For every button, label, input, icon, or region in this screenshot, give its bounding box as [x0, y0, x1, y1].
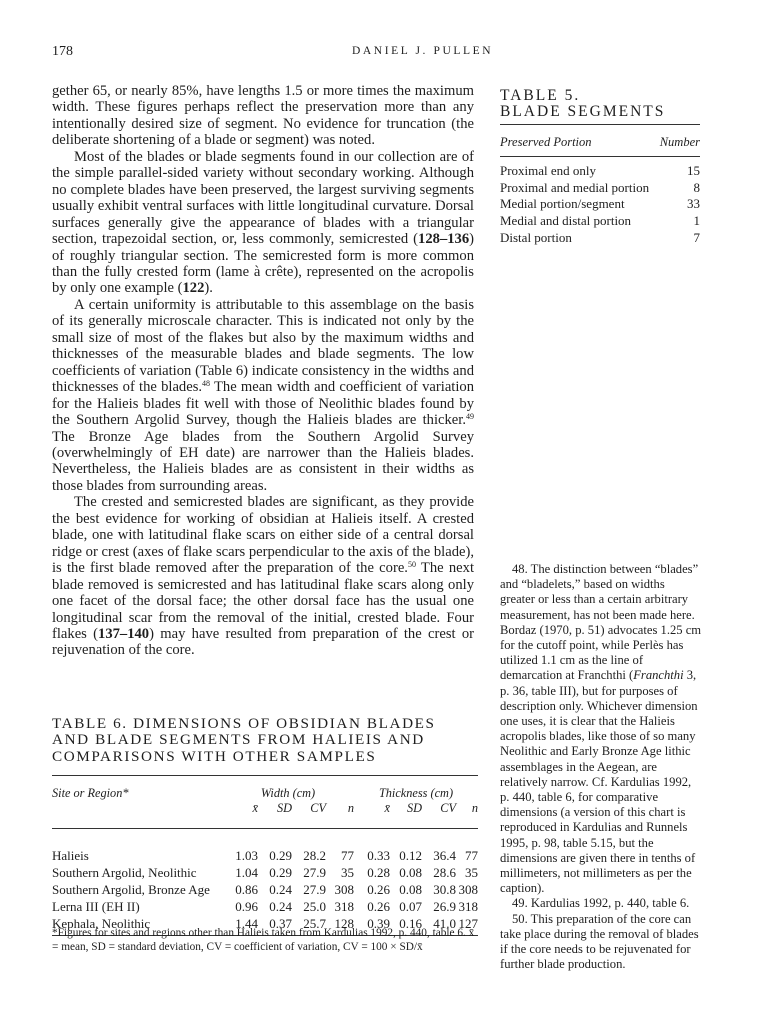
table-6-subheader: SD: [390, 801, 422, 829]
footnote-ref-48: 48: [202, 379, 211, 389]
text-run: ).: [204, 280, 213, 297]
table-6-header-site: Site or Region*: [52, 776, 222, 802]
table-6-subheader: n: [456, 801, 478, 829]
table-6-subheader: x̄: [354, 801, 390, 829]
cell: 8: [693, 179, 700, 195]
table-5-header-number: Number: [657, 125, 700, 157]
table-5: [500, 124, 700, 246]
cell: 1: [693, 213, 700, 229]
cell: Medial and distal portion: [500, 213, 632, 229]
catalog-ref: 137–140: [98, 625, 150, 642]
cell: 0.24: [269, 881, 292, 897]
footnote-ref-49: 49: [466, 412, 474, 422]
table-row: [52, 829, 478, 865]
cell: 30.8: [433, 881, 456, 897]
cell: Lerna III (EH II): [52, 898, 140, 914]
text-run: The mean width and coefficient of variation for the Halieis blades fit well with those of Neolithic blades found by the Southern Argolid Survey, though the Halieis blades are thicker.: [52, 379, 474, 429]
cell: 25.0: [303, 898, 326, 914]
table-row: [52, 881, 478, 898]
table-row: [500, 229, 700, 246]
text-run: The crested and semicrested blades are significant, as they provide the best evidence for working of obsidian at Halieis itself. A crested blade, one with latitudinal flake scars on either side of a central dorsal ridge or crest (axes of flake scars perpendicular to the axis of the blade), is the first blade removed after the preparation of the core.: [52, 494, 474, 577]
table-6-subheader-empty: [52, 801, 222, 829]
cell: 27.9: [303, 864, 326, 880]
cell: 0.07: [399, 898, 422, 914]
cell: 0.28: [367, 864, 390, 880]
cell: Southern Argolid, Bronze Age: [52, 881, 210, 897]
cell: 0.86: [235, 881, 258, 897]
cell: 0.08: [399, 881, 422, 897]
cell: 77: [341, 847, 354, 863]
cell: 127: [456, 915, 478, 936]
text-run: ) may have resulted from preparation of the crest or rejuvenation of the core.: [52, 625, 475, 659]
cell: 25.7: [292, 915, 326, 936]
cell: 33: [687, 196, 700, 212]
cell: 7: [693, 229, 700, 245]
cell: 0.26: [367, 898, 390, 914]
cell: 0.08: [399, 864, 422, 880]
paragraph-3: [52, 297, 474, 494]
cell: 41.0: [422, 915, 456, 936]
paragraph-4: [52, 494, 474, 659]
body-text: [52, 83, 474, 659]
catalog-ref: 128–136: [418, 231, 470, 248]
cell: Distal portion: [500, 229, 572, 245]
footnotes: [500, 562, 702, 972]
page-number: 178: [52, 44, 73, 59]
cell: Southern Argolid, Neolithic: [52, 864, 197, 880]
cell: 0.33: [367, 847, 390, 863]
cell: 1.03: [235, 847, 258, 863]
cell: Kephala, Neolithic: [52, 915, 222, 936]
table-5-title-line-2: BLADE SEGMENTS: [500, 103, 666, 120]
text-run: 48. The distinction between “blades” and “bladelets,” based on widths greater or less than a certain arbitrary measurement, has not been made here. Bordaz (1970, p. 51) advocates 1.25 cm for the cutoff point, while Perlès has utilized 1.1 cm as the line of demarcation at Franchthi (: [500, 562, 702, 683]
cell: Proximal end only: [500, 163, 597, 179]
table-6-subheader: n: [326, 801, 354, 829]
cell: 128: [326, 915, 354, 936]
table-row: [500, 180, 700, 197]
cell: 0.29: [269, 847, 292, 863]
table-6-subheader: SD: [258, 801, 292, 829]
text-run-italic: Franchthi: [633, 668, 684, 683]
table-6-subheader: x̄: [222, 801, 258, 829]
table-row: [52, 898, 478, 915]
paragraph-2: [52, 149, 474, 297]
cell: 0.26: [367, 881, 390, 897]
table-6-header-thickness: Thickness (cm): [354, 776, 478, 802]
table-5-header-portion: Preserved Portion: [500, 125, 657, 157]
cell: 318: [334, 898, 354, 914]
table-6: [52, 775, 478, 936]
footnote-50: 50. This preparation of the core can take place during the removal of blades if the core needs to be rejuvenated for further blade production.: [500, 911, 699, 972]
cell: 26.9: [433, 898, 456, 914]
cell: 15: [687, 163, 700, 179]
cell: 77: [465, 847, 478, 863]
text-run: The Bronze Age blades from the Southern Argolid Survey (overwhelmingly of EH date) are narrower than the Halieis blades. Nevertheless, the Halieis blades are as consistent in their widths as those blades from surrounding areas.: [52, 428, 474, 494]
footnote-ref-50: 50: [407, 560, 416, 570]
cell: 1.04: [235, 864, 258, 880]
cell: 0.12: [399, 847, 422, 863]
footnote-49: 49. Kardulias 1992, p. 440, table 6.: [512, 896, 690, 911]
cell: 28.6: [433, 864, 456, 880]
cell: Medial portion/segment: [500, 196, 625, 212]
table-5-title-line-1: TABLE 5.: [500, 87, 581, 104]
cell: 0.16: [390, 915, 422, 936]
table-6-footnote: *Figures for sites and regions other than Halieis taken from Kardulias 1992, p. 440, table 6. x̄ = mean, SD = standard deviation, CV = coefficient of variation, CV = 100 × SD/x̄: [52, 927, 475, 954]
cell: 0.96: [235, 898, 258, 914]
text-run: ) of roughly triangular section. The semicrested form is more common than the fully crested form (lame à crête), represented on the acropolis by only one example (: [52, 231, 474, 297]
cell: 308: [334, 881, 354, 897]
cell: 27.9: [303, 881, 326, 897]
catalog-ref: 122: [182, 280, 205, 297]
cell: 36.4: [433, 847, 456, 863]
table-row: [52, 864, 478, 881]
text-run: The next blade removed is semicrested and has latitudinal flake scars along only one facet of the dorsal face; the other dorsal face has the usual one longitudinal scar from the removal of the initial, crested blade. Four flakes (: [52, 560, 474, 642]
cell: 28.2: [303, 847, 326, 863]
text-run: Most of the blades or blade segments found in our collection are of the simple parallel-sided variety without secondary working. Although no complete blades have been preserved, the largest surviving segments usually exhibit ventral surfaces with little longitudinal curvature. Dorsal surfaces generally give the appearance of blades with a triangular section, trapezoidal section, or, less commonly, semicrested (: [52, 148, 474, 248]
paragraph-1: gether 65, or nearly 85%, have lengths 1.5 or more times the maximum width. These figures perhaps reflect the preservation more than any intentionally desired size of segment. No evidence for truncation (the deliberate shortening of a blade or segment) was noted.: [52, 83, 474, 149]
table-row: [500, 157, 700, 180]
table-row: [500, 196, 700, 213]
cell: 1.44: [222, 915, 258, 936]
table-6-title: TABLE 6. DIMENSIONS OF OBSIDIAN BLADES AND BLADE SEGMENTS FROM HALIEIS AND COMPARISONS WITH OTHER SAMPLES: [52, 715, 436, 765]
cell: Halieis: [52, 847, 89, 863]
table-6-subheader: CV: [292, 801, 326, 829]
text-run: A certain uniformity is attributable to this assemblage on the basis of its generally microscale character. This is indicated not only by the small size of most of the flakes but also by the maximum widths and thicknesses of the measurable blades and blade segments. The low coefficients of variation (Table 6) indicate consistency in the widths and thicknesses of the blades.: [52, 296, 474, 396]
text-run: 3, p. 36, table III), but for purposes of description only. Whichever dimension one uses, it is clear that the Halieis acropolis blades, like those of so many Neolithic and Early Bronze Age lithic assemblages in the Aegean, are relatively narrow. Cf. Kardulias 1992, p. 440, table 6, for comparative dimensions (a version of this chart is reproduced in Kardulias and Runnels 1995, p. 98, table 5.15, but the dimensions are given there in tenths of millimeters, not millimeters as per the caption).: [500, 668, 698, 896]
table-6-subheader: CV: [422, 801, 456, 829]
cell: Proximal and medial portion: [500, 179, 650, 195]
footnote-48: [500, 562, 702, 896]
cell: 308: [458, 881, 478, 897]
cell: 0.24: [269, 898, 292, 914]
cell: 0.37: [258, 915, 292, 936]
table-6-header-width: Width (cm): [222, 776, 354, 802]
table-row: [500, 213, 700, 230]
running-header-author: DANIEL J. PULLEN: [352, 45, 494, 57]
cell: 0.29: [269, 864, 292, 880]
table-5-title: [500, 88, 665, 120]
cell: 0.39: [354, 915, 390, 936]
cell: 318: [458, 898, 478, 914]
cell: 35: [465, 864, 478, 880]
cell: 35: [341, 864, 354, 880]
